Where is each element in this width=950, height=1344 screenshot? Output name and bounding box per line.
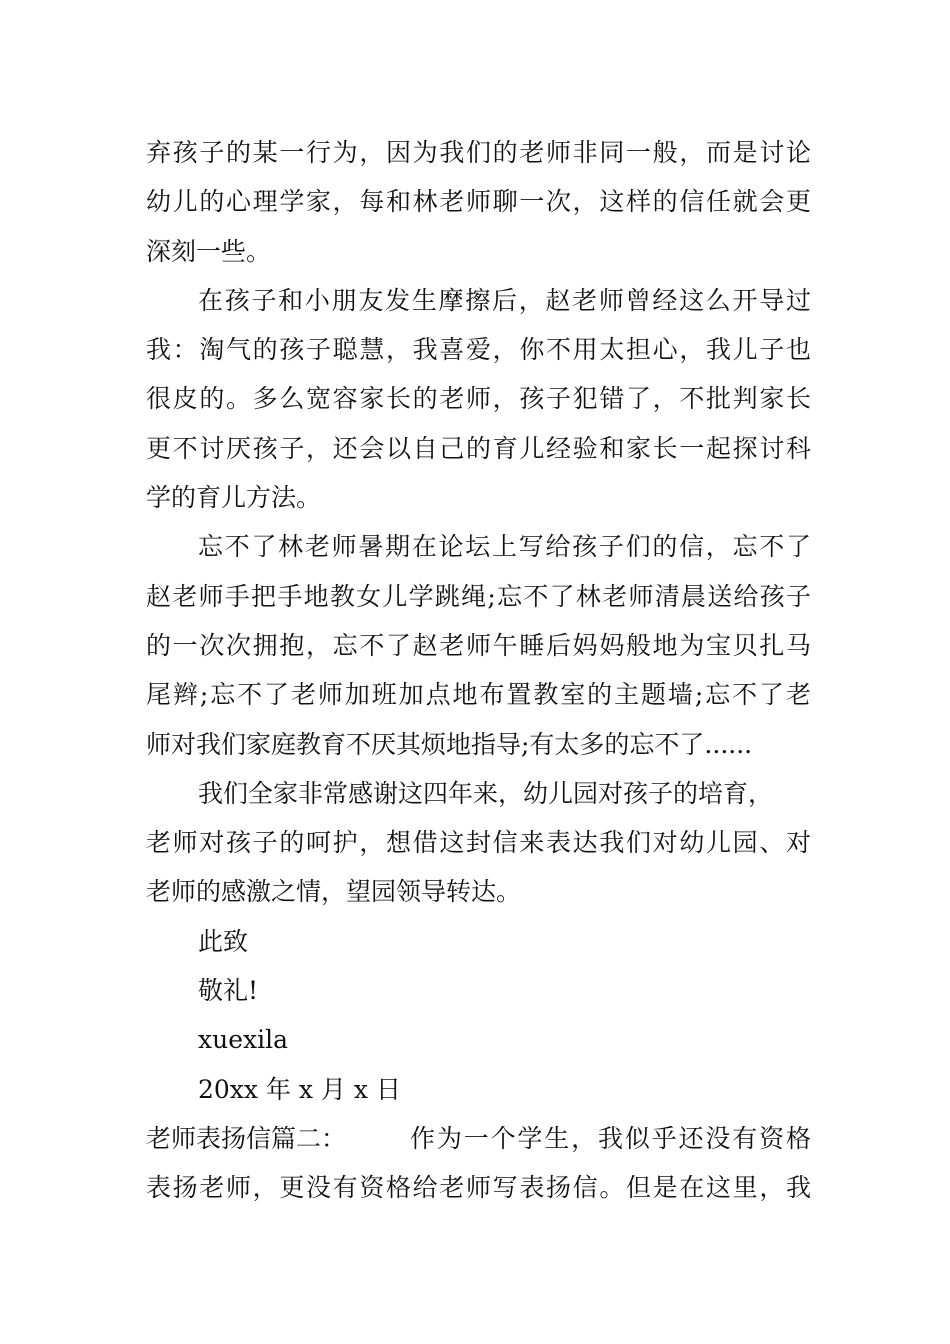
section-heading-line [146, 1114, 811, 1163]
text-line: 老师的感激之情，望园领导转达。 [146, 877, 522, 907]
text-line: 作为一个学生，我似乎还没有资格 [410, 1123, 811, 1153]
letter-date: 20xx 年 x 月 x 日 [198, 1074, 401, 1104]
text-line: 学的育儿方法。 [146, 483, 322, 513]
text-line: 师对我们家庭教育不厌其烦地指导;有太多的忘不了...... [146, 729, 753, 759]
text-line: 深刻一些。 [146, 236, 272, 266]
text-line: 弃孩子的某一行为，因为我们的老师非同一般，而是讨论 [146, 138, 811, 167]
closing-regards: 敬礼! [198, 976, 259, 1006]
text-line: 很皮的。多么宽容家长的老师，孩子犯错了，不批判家长 [146, 384, 811, 414]
signature: xuexila [198, 1025, 288, 1055]
text-line: 尾辫;忘不了老师加班加点地布置教室的主题墙;忘不了老 [146, 680, 811, 710]
text-line: 老师对孩子的呵护，想借这封信来表达我们对幼儿园、对 [146, 828, 811, 858]
paragraph-start-line: 我们全家非常感谢这四年来，幼儿园对孩子的培育， [198, 778, 774, 808]
text-line: 赵老师手把手地教女儿学跳绳;忘不了林老师清晨送给孩子 [146, 581, 811, 611]
section-heading: 老师表扬信篇二： [146, 1123, 347, 1153]
text-line: 更不讨厌孩子，还会以自己的育儿经验和家长一起探讨科 [146, 433, 811, 463]
closing-salutation: 此致 [198, 926, 249, 956]
text-line: 表扬老师，更没有资格给老师写表扬信。但是在这里，我 [146, 1173, 811, 1203]
paragraph-start-line: 忘不了林老师暑期在论坛上写给孩子们的信，忘不了 [198, 532, 811, 562]
text-line: 幼儿的心理学家，每和林老师聊一次，这样的信任就会更 [146, 187, 811, 217]
text-line: 我：淘气的孩子聪慧，我喜爱，你不用太担心，我儿子也 [146, 335, 811, 365]
text-line: 的一次次拥抱，忘不了赵老师午睡后妈妈般地为宝贝扎马 [146, 630, 811, 660]
letter-body [146, 128, 811, 1213]
paragraph-start-line: 在孩子和小朋友发生摩擦后，赵老师曾经这么开导过 [198, 285, 811, 315]
